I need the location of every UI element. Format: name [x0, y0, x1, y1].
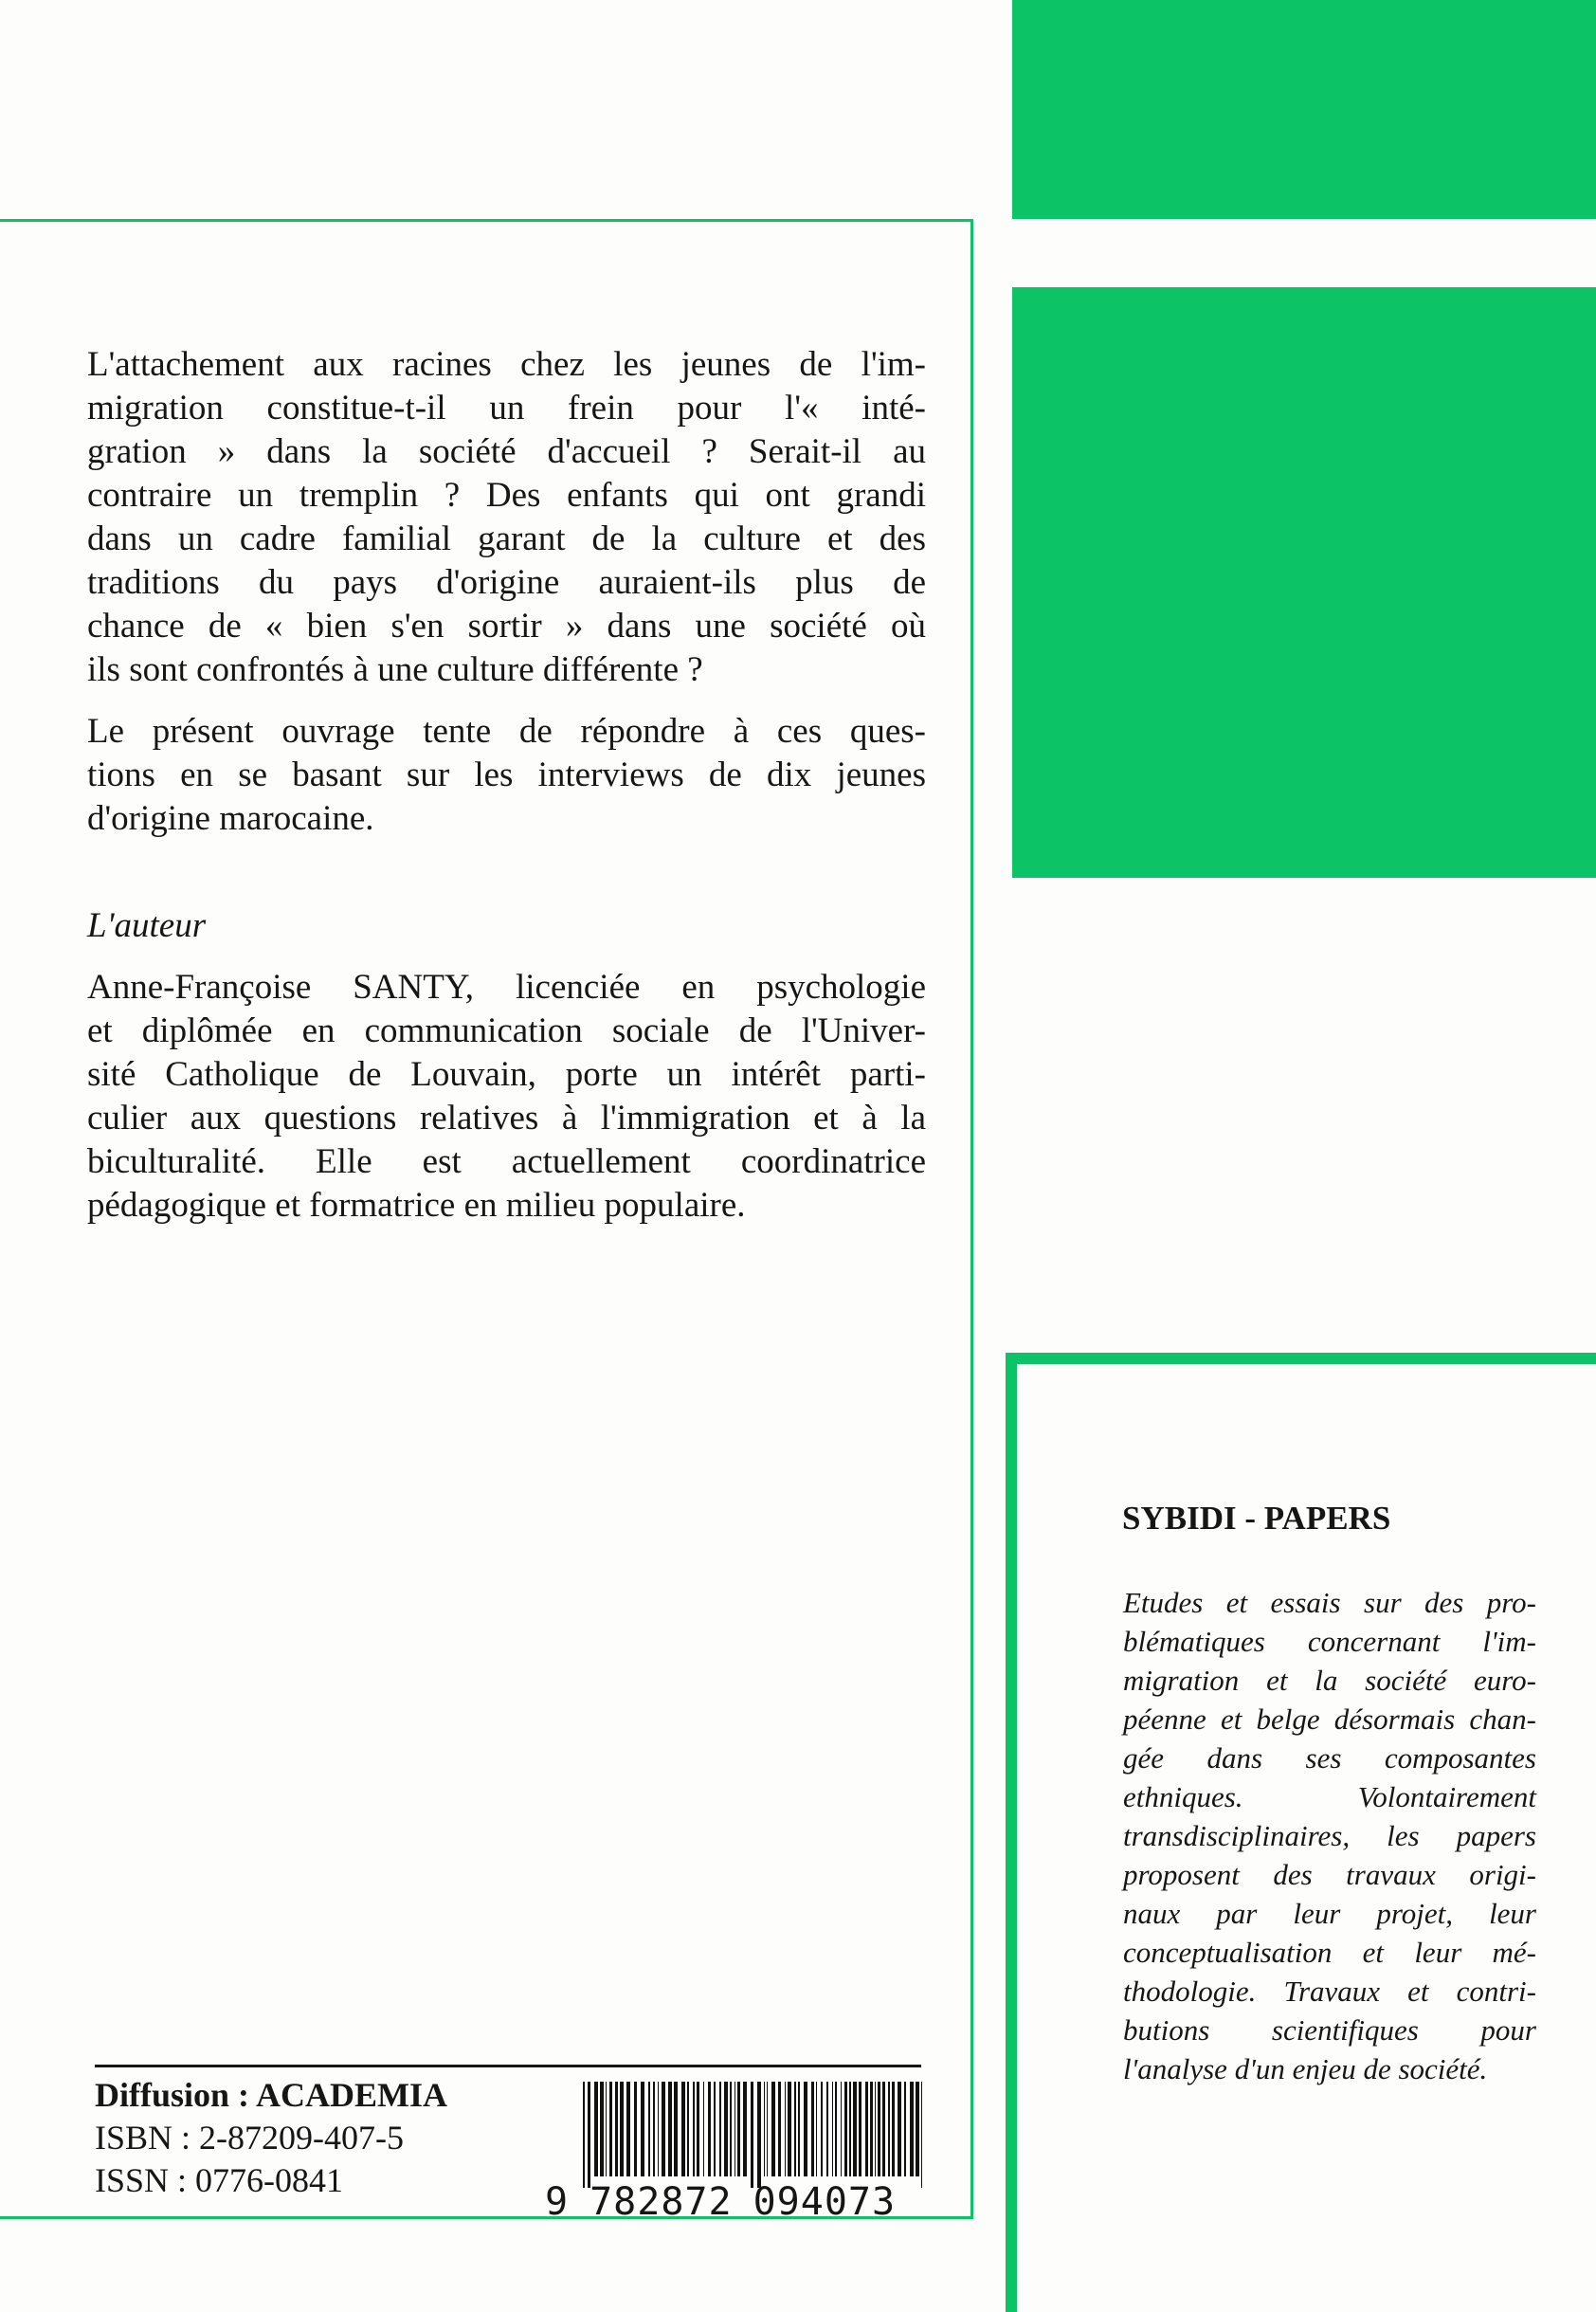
barcode-bar — [594, 2082, 598, 2176]
text-line: et diplômée en communication sociale de l'Univer- — [87, 1011, 926, 1050]
barcode-digit-group: 9 — [545, 2180, 570, 2224]
author-heading: L'auteur — [87, 906, 207, 945]
barcode-bar — [634, 2082, 637, 2176]
barcode-bar — [730, 2082, 732, 2176]
text-line: traditions du pays d'origine auraient-ils plus de — [87, 563, 926, 602]
summary-paragraph-2 — [87, 710, 926, 841]
barcode-bar — [609, 2082, 612, 2176]
text-line: tions en se basant sur les interviews de dix jeunes — [87, 755, 926, 794]
barcode-bar — [668, 2082, 672, 2176]
barcode-bar — [757, 2082, 761, 2188]
text-line: biculturalité. Elle est actuellement coordinatrice — [87, 1142, 926, 1181]
text-line: transdisciplinaires, les papers — [1123, 1819, 1536, 1852]
text-line: gration » dans la société d'accueil ? Serait-il au — [87, 432, 926, 471]
barcode-bar — [641, 2082, 644, 2176]
barcode-bar — [687, 2082, 689, 2176]
barcode-bar — [798, 2082, 800, 2176]
barcode-bar — [703, 2082, 704, 2176]
barcode-bar — [583, 2082, 585, 2188]
barcode-bar — [743, 2082, 747, 2176]
barcode-bar — [849, 2082, 851, 2176]
text-line: conceptualisation et leur mé- — [1123, 1936, 1536, 1969]
barcode-bar — [844, 2082, 847, 2176]
barcode-bar — [771, 2082, 775, 2176]
isbn-label: ISBN : 2-87209-407-5 — [95, 2119, 404, 2157]
text-line: l'analyse d'un enjeu de société. — [1123, 2052, 1488, 2085]
barcode-bar — [853, 2082, 857, 2176]
barcode-bar — [870, 2082, 873, 2176]
barcode-bar — [785, 2082, 786, 2176]
barcode-bar — [606, 2082, 607, 2176]
barcode-bar — [615, 2082, 618, 2176]
barcode-bar — [778, 2082, 781, 2176]
barcode-bar — [708, 2082, 711, 2176]
barcode-digit-group: 094073 — [753, 2180, 897, 2224]
author-bio — [87, 966, 926, 1228]
barcode-bar — [764, 2082, 765, 2176]
text-line: migration constitue-t-il un frein pour l'« inté- — [87, 389, 926, 428]
text-line: Le présent ouvrage tente de répondre à ces ques- — [87, 712, 926, 751]
barcode — [583, 2082, 927, 2188]
barcode-bar — [693, 2082, 695, 2176]
text-line: Anne-Françoise SANTY, licenciée en psychologie — [87, 968, 926, 1007]
barcode-bar — [888, 2082, 890, 2176]
barcode-bar — [719, 2082, 721, 2176]
barcode-bar — [681, 2082, 685, 2176]
text-line: thodologie. Travaux et contri- — [1123, 1975, 1536, 2008]
green-block-top — [1012, 0, 1596, 219]
barcode-bar — [816, 2082, 817, 2176]
barcode-bar — [910, 2082, 914, 2176]
text-line: blématiques concernant l'im- — [1123, 1625, 1536, 1658]
text-line: sité Catholique de Louvain, porte un intérêt parti- — [87, 1055, 926, 1094]
text-line: ils sont confrontés à une culture différente ? — [87, 650, 703, 689]
barcode-bar — [751, 2082, 753, 2188]
barcode-bar — [588, 2082, 590, 2188]
barcode-bar — [737, 2082, 740, 2176]
barcode-bar — [600, 2082, 604, 2176]
text-line: L'attachement aux racines chez les jeunes de l'im- — [87, 345, 926, 384]
text-line: butions scientifiques pour — [1123, 2013, 1536, 2047]
text-line: proposent des travaux origi- — [1123, 1858, 1536, 1891]
text-line: contraire un tremplin ? Des enfants qui ont grandi — [87, 476, 926, 515]
barcode-bar — [788, 2082, 791, 2176]
barcode-bar — [658, 2082, 659, 2176]
text-line: migration et la société euro- — [1123, 1664, 1536, 1697]
barcode-bar — [921, 2082, 922, 2188]
series-description — [1123, 1583, 1536, 2088]
text-line: d'origine marocaine. — [87, 799, 374, 838]
barcode-bar — [892, 2082, 895, 2176]
biblio-rule — [95, 2065, 921, 2067]
barcode-bar — [620, 2082, 624, 2176]
barcode-bar — [826, 2082, 828, 2176]
barcode-bar — [878, 2082, 880, 2176]
barcode-bar — [794, 2082, 796, 2176]
barcode-bar — [882, 2082, 885, 2176]
barcode-bar — [674, 2082, 678, 2176]
barcode-bar — [835, 2082, 837, 2176]
issn-label: ISSN : 0776-0841 — [95, 2161, 344, 2199]
barcode-bar — [648, 2082, 650, 2176]
summary-paragraph-1 — [87, 343, 926, 692]
diffusion-label: Diffusion : ACADEMIA — [95, 2076, 448, 2114]
barcode-digits — [545, 2180, 934, 2224]
text-line: Etudes et essais sur des pro- — [1123, 1586, 1536, 1619]
barcode-digit-group: 782872 — [589, 2180, 733, 2224]
series-title: SYBIDI - PAPERS — [1122, 1500, 1391, 1537]
barcode-bar — [859, 2082, 861, 2176]
barcode-bar — [714, 2082, 716, 2176]
barcode-bar — [821, 2082, 823, 2176]
text-line: culier aux questions relatives à l'immigration et à la — [87, 1099, 926, 1138]
barcode-bar — [662, 2082, 665, 2176]
text-line: dans un cadre familial garant de la culture et des — [87, 519, 926, 558]
barcode-bar — [626, 2082, 630, 2176]
green-block-middle — [1012, 287, 1596, 878]
barcode-bar — [916, 2082, 919, 2176]
text-line: ethniques. Volontairement — [1123, 1780, 1536, 1813]
barcode-bar — [832, 2082, 833, 2176]
text-line: péenne et belge désormais chan- — [1123, 1702, 1536, 1736]
barcode-bar — [724, 2082, 728, 2176]
barcode-bar — [767, 2082, 768, 2176]
barcode-bar — [841, 2082, 842, 2176]
barcode-bar — [904, 2082, 906, 2176]
biblio — [95, 2074, 447, 2202]
barcode-bar — [875, 2082, 876, 2176]
barcode-bar — [811, 2082, 814, 2176]
barcode-bar — [804, 2082, 807, 2176]
barcode-bar — [697, 2082, 699, 2176]
barcode-bar — [653, 2082, 655, 2176]
text-line: pédagogique et formatrice en milieu populaire. — [87, 1186, 746, 1225]
text-line: gée dans ses composantes — [1123, 1741, 1536, 1775]
barcode-bar — [898, 2082, 901, 2176]
text-line: chance de « bien s'en sortir » dans une société où — [87, 607, 926, 646]
barcode-bar — [865, 2082, 868, 2176]
text-line: naux par leur projet, leur — [1123, 1897, 1536, 1930]
